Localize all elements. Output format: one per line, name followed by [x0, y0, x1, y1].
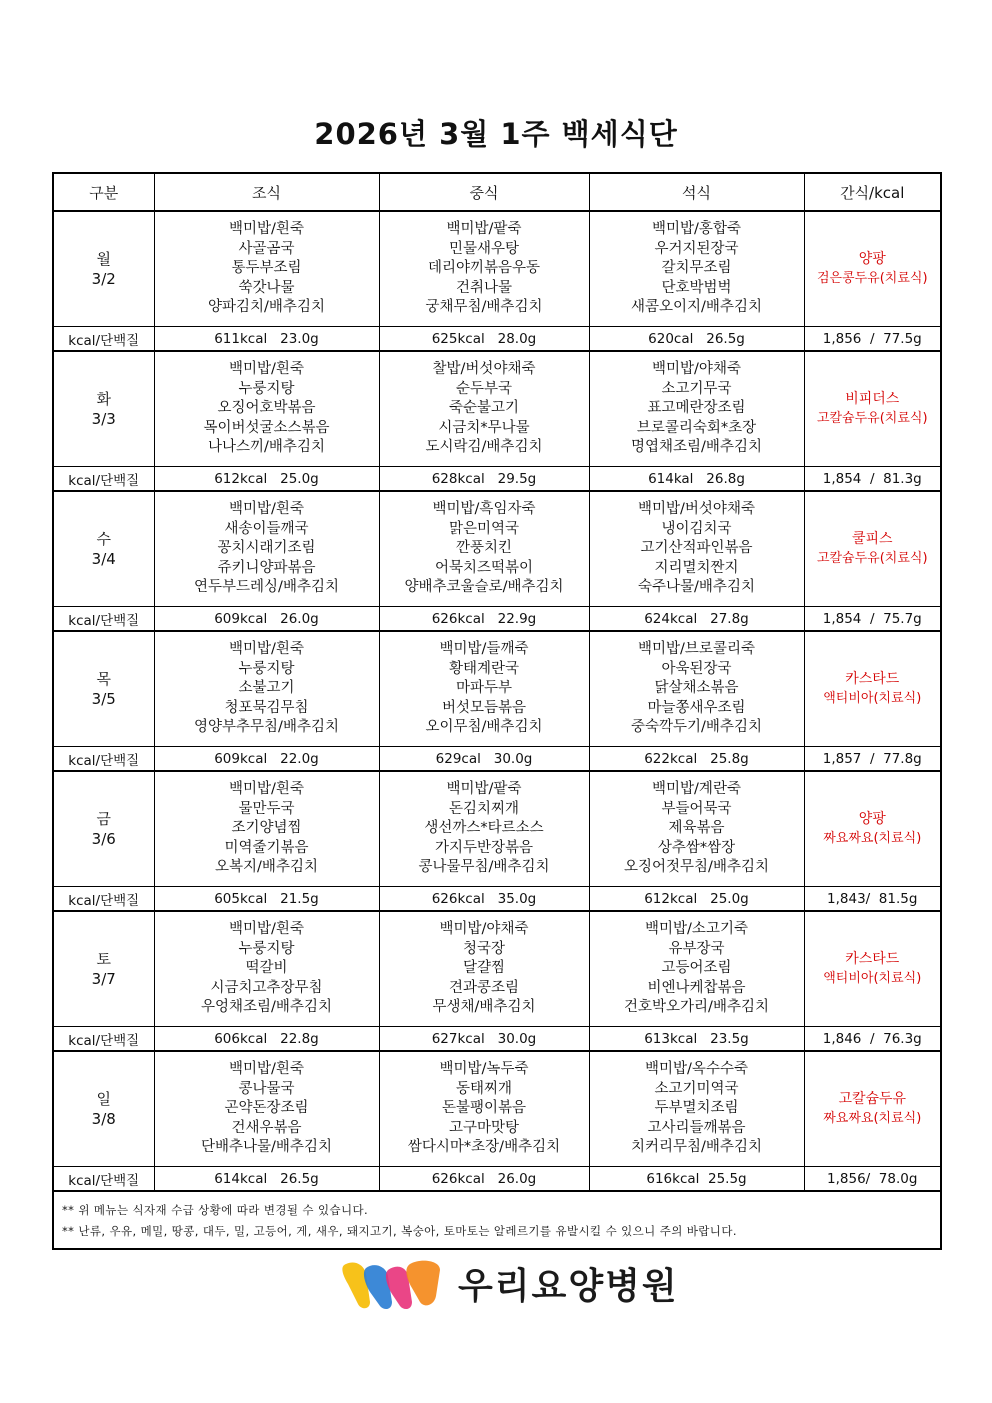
menu-item: 백미밥/버섯야채죽	[638, 501, 755, 518]
day-date: 3/7	[91, 970, 116, 988]
snack-item: 카스타드	[845, 671, 900, 687]
menu-item: 양파김치/배추김치	[208, 299, 325, 316]
kcal-label: kcal/단백질	[53, 1167, 154, 1192]
snack-cell	[804, 351, 941, 467]
menu-item: 오복지/배추김치	[215, 859, 318, 876]
menu-item: 순두부국	[455, 380, 513, 397]
snack-cell	[804, 771, 941, 887]
snack-therapy-item: 액티비아(치료식)	[823, 691, 922, 706]
day-cell	[53, 351, 154, 467]
kcal-value: 626kcal 22.9g	[379, 607, 589, 632]
kcal-value: 626kcal 26.0g	[379, 1167, 589, 1192]
snack-cell	[804, 631, 941, 747]
snack-therapy-item: 액티비아(치료식)	[823, 971, 922, 986]
menu-item: 찰밥/버섯야채죽	[432, 361, 536, 378]
menu-row	[53, 771, 941, 887]
kcal-value: 1,856/ 78.0g	[804, 1167, 941, 1192]
menu-item: 치커리무침/배추김치	[631, 1139, 762, 1156]
kcal-value: 627kcal 30.0g	[379, 1027, 589, 1052]
dinner-cell	[589, 491, 804, 607]
menu-item: 오이무침/배추김치	[425, 719, 543, 736]
header-lunch: 중식	[379, 173, 589, 211]
menu-item: 두부멸치조림	[654, 1100, 739, 1117]
menu-item: 어묵치즈떡볶이	[434, 559, 534, 576]
kcal-label: kcal/단백질	[53, 747, 154, 772]
kcal-value: 614kal 26.8g	[589, 467, 804, 492]
kcal-value: 1,846 / 76.3g	[804, 1027, 941, 1052]
lunch-cell	[379, 491, 589, 607]
kcal-row	[53, 1027, 941, 1052]
snack-therapy-item: 고칼슘두유(치료식)	[816, 411, 928, 426]
menu-item: 제육볶음	[668, 820, 725, 837]
menu-item: 콩나물무침/배추김치	[418, 859, 550, 876]
menu-item: 백미밥/흰죽	[229, 921, 304, 938]
snack-cell	[804, 491, 941, 607]
menu-item: 고사리들깨볶음	[647, 1119, 746, 1136]
kcal-label: kcal/단백질	[53, 467, 154, 492]
snack-cell	[804, 911, 941, 1027]
menu-item: 지리멸치짠지	[654, 559, 739, 576]
menu-item: 백미밥/소고기죽	[645, 921, 748, 938]
menu-item: 사골곰국	[238, 240, 295, 257]
menu-item: 콩나물국	[238, 1080, 295, 1097]
breakfast-cell	[154, 771, 379, 887]
dinner-cell	[589, 771, 804, 887]
note-line: ** 위 메뉴는 식자재 수급 상황에 따라 변경될 수 있습니다.	[62, 1203, 369, 1217]
menu-item: 무생채/배추김치	[432, 999, 536, 1016]
menu-item: 소고기미역국	[654, 1080, 739, 1097]
notes-row	[53, 1191, 941, 1249]
snack-therapy-item: 고칼슘두유(치료식)	[816, 551, 928, 566]
menu-item: 누룽지탕	[238, 380, 295, 397]
menu-item: 백미밥/홍합죽	[652, 221, 741, 238]
kcal-label: kcal/단백질	[53, 327, 154, 352]
menu-item: 연두부드레싱/배추김치	[194, 579, 339, 596]
menu-item: 버섯모듬볶음	[441, 699, 527, 716]
day-cell	[53, 491, 154, 607]
kcal-row	[53, 607, 941, 632]
menu-item: 영양부추무침/배추김치	[194, 719, 339, 736]
breakfast-cell	[154, 1051, 379, 1167]
header-breakfast: 조식	[154, 173, 379, 211]
menu-item: 통두부조림	[231, 260, 302, 277]
day-date: 3/8	[91, 1110, 116, 1128]
kcal-row	[53, 327, 941, 352]
kcal-value: 609kcal 22.0g	[154, 747, 379, 772]
kcal-value: 614kcal 26.5g	[154, 1167, 379, 1192]
menu-item: 시금치*무나물	[438, 419, 530, 436]
kcal-label: kcal/단백질	[53, 887, 154, 912]
kcal-value: 616kcal 25.5g	[589, 1167, 804, 1192]
menu-item: 백미밥/팥죽	[446, 781, 522, 798]
menu-item: 쑥갓나물	[238, 279, 295, 296]
menu-row	[53, 631, 941, 747]
menu-item: 생선까스*타르소스	[424, 820, 544, 837]
menu-item: 백미밥/흰죽	[229, 781, 304, 798]
menu-item: 백미밥/흰죽	[229, 641, 304, 658]
menu-row	[53, 1051, 941, 1167]
menu-item: 쌈다시마*초장/배추김치	[407, 1139, 561, 1156]
menu-item: 소불고기	[238, 680, 295, 697]
day-name: 수	[96, 530, 111, 548]
day-date: 3/6	[91, 830, 116, 848]
menu-item: 백미밥/브로콜리죽	[638, 641, 755, 658]
snack-cell	[804, 211, 941, 327]
kcal-value: 1,854 / 75.7g	[804, 607, 941, 632]
day-name: 화	[96, 390, 111, 408]
snack-therapy-item: 짜요짜요(치료식)	[823, 831, 922, 846]
menu-item: 닭살채소볶음	[654, 680, 739, 697]
page-title: 2026년 3월 1주 백세식단	[314, 117, 678, 151]
menu-item: 명엽채조림/배추김치	[631, 439, 762, 456]
header-row	[53, 173, 941, 211]
menu-item: 데리야끼볶음우동	[427, 260, 541, 277]
menu-item: 아욱된장국	[661, 660, 732, 677]
day-cell	[53, 771, 154, 887]
snack-item: 쿨피스	[851, 531, 893, 547]
lunch-cell	[379, 351, 589, 467]
snack-therapy-item: 검은콩두유(치료식)	[816, 271, 928, 286]
note-line: ** 난류, 우유, 메밀, 땅콩, 대두, 밀, 고등어, 게, 새우, 돼지고기, 복숭아, 토마토는 알레르기를 유발시킬 수 있으니 주의 바랍니다.	[62, 1224, 737, 1238]
menu-item: 소고기무국	[661, 380, 732, 397]
kcal-row	[53, 467, 941, 492]
snack-item: 비피더스	[845, 391, 900, 407]
menu-item: 단배추나물/배추김치	[201, 1139, 332, 1156]
menu-item: 목이버섯굴소스볶음	[203, 419, 330, 436]
menu-item: 숙주나물/배추김치	[638, 579, 755, 596]
kcal-row	[53, 1167, 941, 1192]
kcal-row	[53, 747, 941, 772]
menu-item: 백미밥/들깨죽	[439, 641, 529, 658]
menu-item: 청포묵김무침	[224, 699, 309, 716]
menu-item: 백미밥/야채죽	[652, 361, 741, 378]
menu-item: 고기산적파인볶음	[640, 540, 753, 557]
breakfast-cell	[154, 351, 379, 467]
snack-item: 양팡	[858, 251, 886, 267]
menu-item: 꽁치시래기조림	[217, 540, 316, 557]
lunch-cell	[379, 1051, 589, 1167]
menu-item: 백미밥/흰죽	[229, 1061, 304, 1078]
day-name: 금	[96, 810, 111, 828]
menu-body	[53, 211, 941, 1191]
menu-item: 곤약돈장조림	[224, 1100, 309, 1117]
menu-item: 백미밥/옥수수죽	[645, 1061, 748, 1078]
menu-item: 고등어조림	[661, 960, 732, 977]
kcal-value: 625kcal 28.0g	[379, 327, 589, 352]
day-date: 3/4	[91, 550, 116, 568]
menu-item: 깐풍치킨	[455, 540, 513, 557]
menu-item: 백미밥/흑임자죽	[432, 501, 536, 518]
menu-item: 도시락김/배추김치	[425, 439, 543, 456]
snack-item: 카스타드	[845, 951, 900, 967]
lunch-cell	[379, 631, 589, 747]
kcal-value: 605kcal 21.5g	[154, 887, 379, 912]
menu-item: 나나스끼/배추김치	[208, 439, 325, 456]
dinner-cell	[589, 631, 804, 747]
menu-item: 마파두부	[455, 680, 513, 697]
menu-item: 미역줄기볶음	[224, 839, 309, 856]
dinner-cell	[589, 211, 804, 327]
menu-item: 마늘쫑새우조림	[647, 699, 746, 716]
menu-item: 민물새우탕	[448, 240, 520, 257]
day-name: 목	[96, 670, 111, 688]
menu-row	[53, 491, 941, 607]
menu-item: 떡갈비	[245, 960, 288, 977]
menu-item: 돈불팽이볶음	[441, 1100, 527, 1117]
day-name: 일	[96, 1090, 111, 1108]
kcal-value: 622kcal 25.8g	[589, 747, 804, 772]
day-cell	[53, 1051, 154, 1167]
menu-item: 건새우볶음	[231, 1119, 302, 1136]
menu-item: 백미밥/계란죽	[652, 781, 741, 798]
kcal-value: 613kcal 23.5g	[589, 1027, 804, 1052]
header-category: 구분	[53, 173, 154, 211]
lunch-cell	[379, 771, 589, 887]
header-dinner: 석식	[589, 173, 804, 211]
lunch-cell	[379, 211, 589, 327]
menu-item: 건호박오가리/배추김치	[624, 999, 769, 1016]
menu-row	[53, 351, 941, 467]
menu-item: 표고메란장조림	[647, 400, 746, 417]
menu-item: 우엉채조림/배추김치	[201, 999, 332, 1016]
breakfast-cell	[154, 911, 379, 1027]
day-date: 3/3	[91, 410, 116, 428]
day-name: 월	[96, 250, 111, 268]
menu-item: 견과콩조림	[448, 979, 520, 996]
menu-item: 돈김치찌개	[448, 800, 520, 817]
kcal-value: 620cal 26.5g	[589, 327, 804, 352]
menu-item: 유부장국	[668, 940, 725, 957]
dinner-cell	[589, 351, 804, 467]
menu-item: 죽순불고기	[448, 400, 520, 417]
day-date: 3/2	[91, 270, 116, 288]
menu-item: 백미밥/흰죽	[229, 501, 304, 518]
kcal-value: 609kcal 26.0g	[154, 607, 379, 632]
menu-item: 냉이김치국	[661, 520, 732, 537]
kcal-value: 1,843/ 81.5g	[804, 887, 941, 912]
menu-item: 건취나물	[455, 279, 513, 296]
kcal-value: 1,854 / 81.3g	[804, 467, 941, 492]
menu-item: 청국장	[462, 940, 506, 957]
kcal-value: 612kcal 25.0g	[154, 467, 379, 492]
menu-item: 시금치고추장무침	[210, 979, 323, 996]
snack-item: 양팡	[858, 811, 886, 827]
menu-item: 오징어호박볶음	[217, 400, 316, 417]
kcal-row	[53, 887, 941, 912]
menu-item: 동태찌개	[455, 1080, 513, 1097]
menu-item: 백미밥/야채죽	[439, 921, 529, 938]
menu-item: 황태계란국	[448, 660, 520, 677]
menu-item: 갈치무조림	[661, 260, 732, 277]
day-name: 토	[96, 950, 111, 968]
menu-row	[53, 911, 941, 1027]
menu-item: 새송이들깨국	[224, 520, 309, 537]
kcal-value: 612kcal 25.0g	[589, 887, 804, 912]
menu-item: 양배추코울슬로/배추김치	[404, 579, 564, 596]
kcal-value: 624kcal 27.8g	[589, 607, 804, 632]
menu-item: 누룽지탕	[238, 940, 295, 957]
dinner-cell	[589, 1051, 804, 1167]
kcal-value: 611kcal 23.0g	[154, 327, 379, 352]
breakfast-cell	[154, 491, 379, 607]
kcal-value: 626kcal 35.0g	[379, 887, 589, 912]
day-date: 3/5	[91, 690, 116, 708]
snack-cell	[804, 1051, 941, 1167]
kcal-value: 629cal 30.0g	[379, 747, 589, 772]
menu-item: 달걀찜	[462, 960, 506, 977]
lunch-cell	[379, 911, 589, 1027]
notes-cell	[53, 1191, 941, 1249]
menu-item: 궁채무침/배추김치	[425, 299, 543, 316]
hospital-logo	[336, 1254, 679, 1314]
menu-item: 쥬키니양파볶음	[217, 559, 316, 576]
menu-item: 비엔나케찹볶음	[647, 979, 746, 996]
menu-item: 물만두국	[238, 800, 295, 817]
menu-item: 백미밥/흰죽	[229, 361, 304, 378]
menu-item: 우거지된장국	[654, 240, 739, 257]
breakfast-cell	[154, 631, 379, 747]
menu-item: 오징어젓무침/배추김치	[624, 859, 769, 876]
logo-mark-icon	[336, 1254, 448, 1312]
day-cell	[53, 631, 154, 747]
kcal-label: kcal/단백질	[53, 1027, 154, 1052]
kcal-value: 1,857 / 77.8g	[804, 747, 941, 772]
breakfast-cell	[154, 211, 379, 327]
snack-item: 고칼슘두유	[838, 1091, 907, 1107]
menu-item: 단호박범벅	[661, 279, 732, 296]
kcal-value: 606kcal 22.8g	[154, 1027, 379, 1052]
menu-item: 조기양념찜	[231, 820, 302, 837]
menu-item: 백미밥/팥죽	[446, 221, 522, 238]
kcal-label: kcal/단백질	[53, 607, 154, 632]
menu-item: 브로콜리숙회*초장	[636, 419, 757, 436]
menu-row	[53, 211, 941, 327]
day-cell	[53, 911, 154, 1027]
snack-therapy-item: 짜요짜요(치료식)	[823, 1111, 922, 1126]
day-cell	[53, 211, 154, 327]
menu-item: 백미밥/흰죽	[229, 221, 304, 238]
menu-item: 중숙깍두기/배추김치	[631, 719, 762, 736]
menu-item: 부들어묵국	[661, 800, 732, 817]
menu-item: 새콤오이지/배추김치	[631, 299, 762, 316]
menu-item: 가지두반장볶음	[434, 839, 534, 856]
menu-item: 상추쌈*쌈장	[657, 839, 736, 856]
dinner-cell	[589, 911, 804, 1027]
kcal-value: 628kcal 29.5g	[379, 467, 589, 492]
menu-item: 고구마맛탕	[448, 1119, 520, 1136]
menu-table	[52, 172, 942, 1250]
logo-text: 우리요양병원	[458, 1266, 679, 1307]
menu-item: 누룽지탕	[238, 660, 295, 677]
kcal-value: 1,856 / 77.5g	[804, 327, 941, 352]
menu-item: 백미밥/녹두죽	[439, 1061, 529, 1078]
header-snack: 간식/kcal	[804, 173, 941, 211]
menu-item: 맑은미역국	[448, 520, 520, 537]
